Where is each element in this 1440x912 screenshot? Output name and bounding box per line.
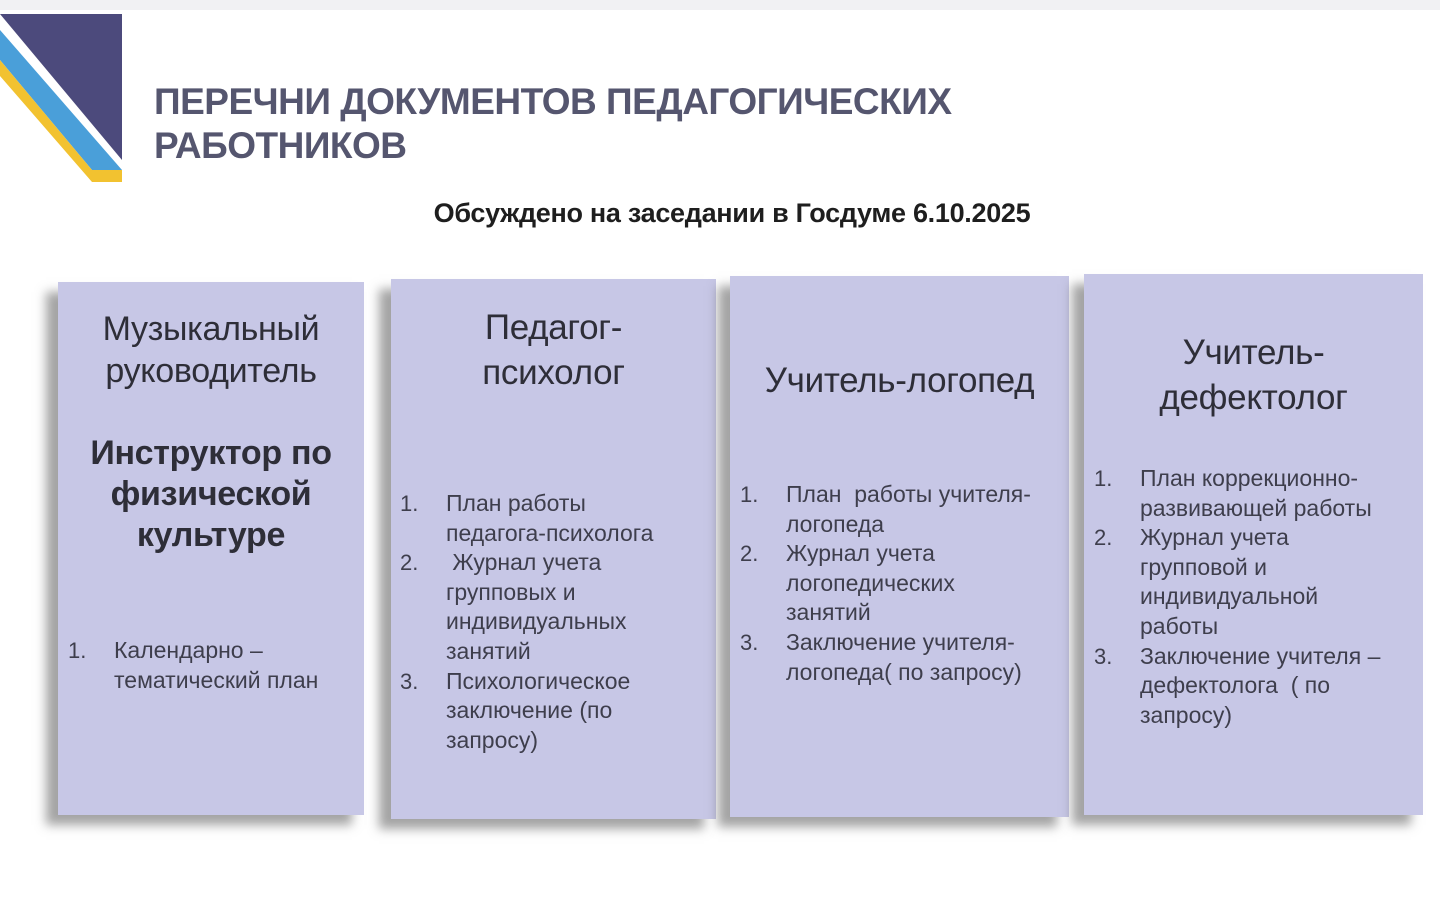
card-heading-line: Учитель-логопед: [764, 361, 1035, 400]
card-defectologist: [1084, 274, 1423, 815]
list-item-number: 1.: [400, 491, 419, 516]
list-item-number: 1.: [68, 638, 87, 663]
card-heading: [58, 308, 364, 392]
card-educational-psychologist: [391, 279, 716, 819]
list-item: [68, 636, 364, 695]
card-heading-line: руководитель: [105, 352, 317, 390]
document-list: [400, 489, 716, 755]
list-item-line: индивидуальных: [446, 608, 627, 635]
list-item-line: Заключение учителя-: [786, 628, 1015, 655]
list-item: [1094, 523, 1423, 641]
list-item: [400, 548, 716, 666]
list-item-number: 2.: [1094, 525, 1113, 551]
list-item: [740, 539, 1069, 628]
list-item: [400, 489, 716, 548]
list-item-line: заключение (по: [446, 697, 613, 724]
list-item-line: логопеда: [786, 510, 885, 537]
document-list: [740, 480, 1069, 687]
list-item-line: План работы: [446, 490, 586, 516]
card-heading-line: дефектолог: [1159, 378, 1348, 417]
card-heading-line: физической: [110, 475, 312, 513]
card-heading-line: Педагог-: [484, 308, 623, 347]
page-title-line-1: ПЕРЕЧНИ ДОКУМЕНТОВ ПЕДАГОГИЧЕСКИХ: [154, 81, 952, 122]
card-heading-line: Учитель-: [1182, 333, 1325, 372]
list-item-line: Календарно –: [114, 637, 263, 663]
list-item-line: работы: [1140, 612, 1219, 639]
list-item-number: 3.: [400, 668, 419, 694]
card-heading-line: культуре: [136, 516, 286, 554]
list-item-line: логопеда( по запросу): [786, 658, 1022, 685]
list-item-number: 2.: [400, 550, 419, 576]
list-item-line: Журнал учета: [446, 549, 602, 576]
card-heading: [1084, 330, 1423, 420]
page-title-line-2: РАБОТНИКОВ: [154, 125, 407, 166]
list-item: [740, 628, 1069, 687]
list-item-number: 2.: [740, 541, 759, 567]
card-heading-line: психолог: [482, 353, 625, 392]
list-item-line: групповых и: [446, 578, 576, 605]
list-item-number: 1.: [740, 482, 759, 507]
list-item-line: педагога-психолога: [446, 519, 654, 546]
card-heading-line: Инструктор по: [90, 434, 332, 472]
card-heading-line: Музыкальный: [102, 310, 320, 348]
list-item-line: План коррекционно-: [1140, 465, 1359, 491]
list-item-line: логопедических: [786, 569, 955, 596]
list-item-number: 3.: [740, 629, 759, 655]
list-item-line: Журнал учета: [1140, 524, 1289, 551]
list-item-line: развивающей работы: [1140, 494, 1372, 521]
list-item-line: запросу): [1140, 701, 1233, 728]
list-item-line: Заключение учителя –: [1140, 642, 1381, 669]
page-subtitle: Обсуждено на заседании в Госдуме 6.10.2025: [433, 198, 1031, 228]
list-item-number: 1.: [1094, 466, 1113, 491]
card-speech-therapist: [730, 276, 1069, 817]
list-item: [1094, 464, 1423, 523]
list-item-line: Журнал учета: [786, 540, 935, 567]
list-item-line: индивидуальной: [1140, 583, 1319, 610]
list-item-line: План работы учителя-: [786, 481, 1031, 507]
list-item-line: занятий: [786, 599, 871, 626]
list-item-line: занятий: [446, 637, 531, 664]
list-item-number: 3.: [1094, 643, 1113, 669]
list-item: [1094, 642, 1423, 731]
list-item-line: дефектолога ( по: [1140, 672, 1331, 699]
card-music-director: [58, 282, 364, 815]
page-title: [154, 80, 1054, 168]
corner-stripes-logo: [0, 0, 130, 190]
card-heading-secondary: [58, 433, 364, 556]
list-item-line: Психологическое: [446, 667, 631, 694]
list-item-line: запросу): [446, 726, 539, 753]
card-heading: [391, 305, 716, 395]
list-item-line: групповой и: [1140, 553, 1267, 580]
document-list: [1094, 464, 1423, 730]
list-item: [400, 667, 716, 756]
list-item: [740, 480, 1069, 539]
top-strip: [0, 0, 1440, 10]
list-item-line: тематический план: [114, 666, 319, 693]
document-list: [68, 636, 364, 695]
card-heading: [730, 360, 1069, 402]
